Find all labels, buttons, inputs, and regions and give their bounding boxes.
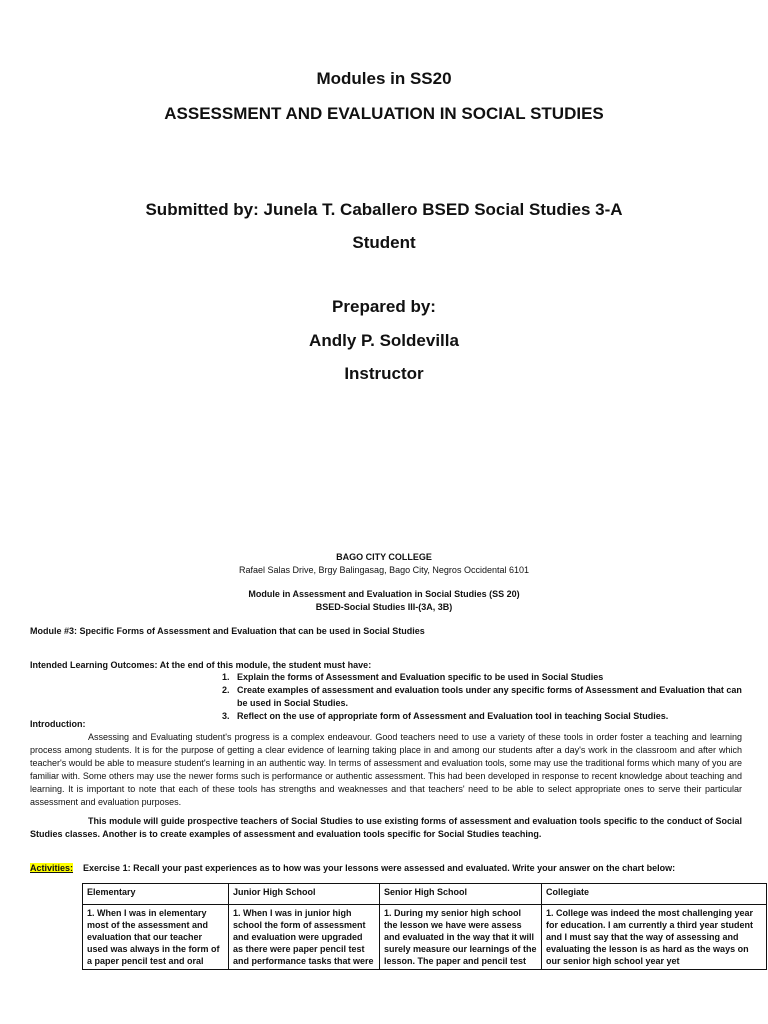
prepared-by-role: Instructor [344, 364, 424, 383]
ilo-list [222, 671, 742, 723]
module-title: Module in Assessment and Evaluation in Social Studies (SS 20) [248, 589, 520, 599]
activities-instruction: Exercise 1: Recall your past experiences as to how was your lessons were assessed and evaluated. Write your answer on the chart below: [83, 863, 676, 873]
introduction-text: Assessing and Evaluating student's progress is a complex endeavour. Good teachers need to use a variety of these tools in order foster a teaching and learning process among students. It is for the purpose of getting a clear evidence of learning taking place in and among our students after a day's work in the classroom and after which teacher's would be able to measure student's learning in an authentic way. In terms of assessment and evaluation tools, some may use the traditional forms which many of you are familiar with. Some others may use the newer forms such is performance or authentic assessment. This had been developed in response to recent knowledge about teaching and learning. It is important to note that each of these tools has strengths and weaknesses and that teachers' need to be able to select appropriate ones to serve their particular assessment and evaluation purposes. [30, 732, 742, 807]
ilo-item-number: 2. [222, 685, 230, 695]
document-title: Modules in SS20 [316, 69, 452, 88]
ilo-item-text: Reflect on the use of appropriate form of Assessment and Evaluation tool in teaching Social Studies. [237, 711, 669, 721]
ilo-item-text: Create examples of assessment and evaluation tools under any specific forms of Assessment and Evaluation that can be used in Social Studies. [237, 685, 742, 708]
ilo-item [222, 684, 742, 710]
cell-text: 1. When I was in junior high school the form of assessment and evaluation were upgraded as there were paper pencil test and performance tasks that were [233, 908, 374, 966]
ilo-heading: Intended Learning Outcomes: At the end of this module, the student must have: [30, 660, 372, 670]
introduction-body [30, 731, 742, 809]
ilo-item-text: Explain the forms of Assessment and Evaluation specific to be used in Social Studies [237, 672, 604, 682]
submitted-by: Submitted by: Junela T. Caballero BSED Social Studies 3-A [145, 200, 623, 219]
activities-label: Activities: [30, 863, 74, 873]
prepared-by-label: Prepared by: [332, 297, 436, 316]
program-name: BSED-Social Studies III-(3A, 3B) [315, 602, 453, 612]
column-header-senior-high: Senior High School [380, 884, 542, 905]
column-header-junior-high: Junior High School [229, 884, 380, 905]
module-guide-text: This module will guide prospective teachers of Social Studies to use existing forms of assessment and evaluation tools specific to the conduct of Social Studies classes. Another is to create examples of assessment and evaluation tools specific for Social Studies teaching. [30, 816, 742, 839]
table-header-row [83, 884, 767, 905]
ilo-item [222, 671, 742, 684]
table-row [83, 905, 767, 970]
table-cell-elementary[interactable] [83, 905, 229, 970]
ilo-item [222, 710, 742, 723]
submitted-role: Student [352, 233, 416, 252]
prepared-by-name: Andly P. Soldevilla [309, 331, 459, 350]
ilo-item-number: 1. [222, 672, 230, 682]
college-name: BAGO CITY COLLEGE [336, 552, 432, 562]
table-cell-senior-high[interactable] [380, 905, 542, 970]
table-cell-collegiate[interactable] [542, 905, 767, 970]
cell-text: 1. College was indeed the most challenging year for education. I am currently a third year student and I must say that the way of assessing and evaluating the lesson is as hard as the ways on our senior high school year yet [546, 908, 754, 966]
column-header-collegiate: Collegiate [542, 884, 767, 905]
document-subject: ASSESSMENT AND EVALUATION IN SOCIAL STUDIES [164, 104, 604, 123]
introduction-heading: Introduction: [30, 719, 86, 729]
module-number-line: Module #3: Specific Forms of Assessment and Evaluation that can be used in Social Studies [30, 626, 425, 636]
table-cell-junior-high[interactable] [229, 905, 380, 970]
college-address: Rafael Salas Drive, Brgy Balingasag, Bago City, Negros Occidental 6101 [239, 565, 529, 575]
module-guide-paragraph [30, 815, 742, 841]
activities-line [30, 862, 750, 875]
cell-text: 1. When I was in elementary most of the assessment and evaluation that our teacher used was always in the form of a paper pencil test and oral [87, 908, 220, 966]
experience-chart-table [82, 883, 767, 970]
cell-text: 1. During my senior high school the lesson we have were assess and evaluated in the way that it will surely measure our learnings of the lesson. The paper and pencil test [384, 908, 537, 966]
column-header-elementary: Elementary [83, 884, 229, 905]
ilo-item-number: 3. [222, 711, 230, 721]
